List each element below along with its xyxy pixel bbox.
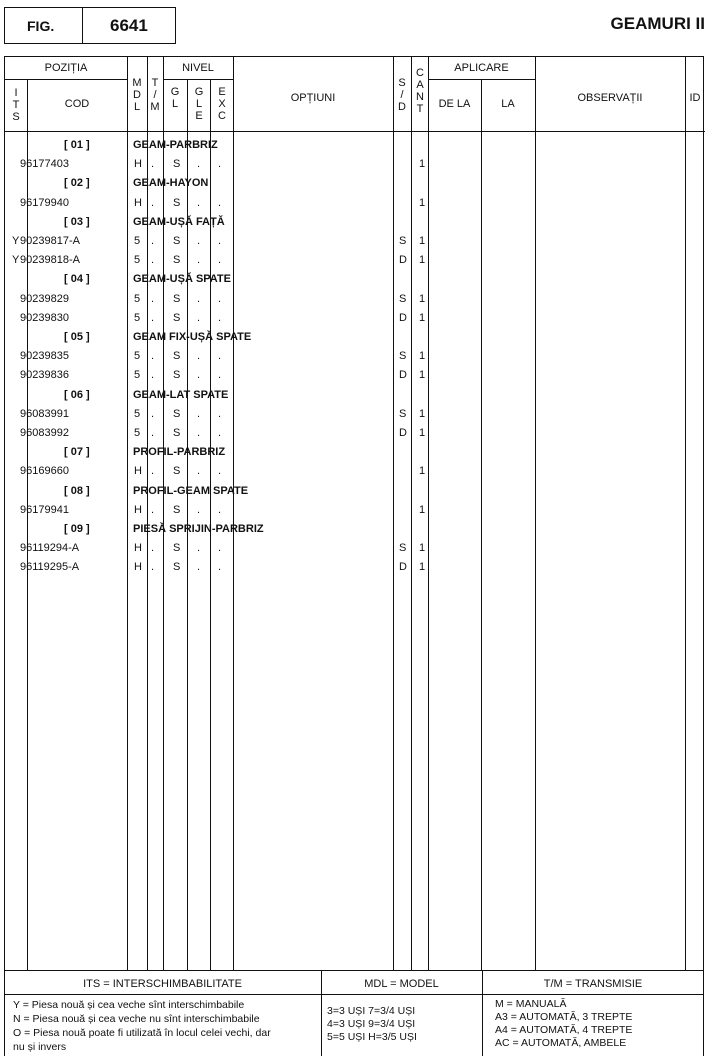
header-gl: G L [170, 86, 180, 110]
mdl-value: 5 [134, 292, 141, 305]
gl-value: S [173, 407, 181, 420]
tm-value: . [151, 196, 155, 209]
group-header-row [5, 328, 705, 347]
sd-value: D [399, 561, 407, 574]
table-row [5, 462, 705, 481]
sd-value: S [399, 292, 407, 305]
table-row [5, 539, 705, 558]
gle-value: . [197, 254, 201, 267]
tm-value: . [151, 503, 155, 516]
gle-value: . [197, 561, 201, 574]
exc-value: . [218, 254, 222, 267]
header-nivel: NIVEL [182, 62, 214, 74]
mdl-value: 5 [134, 369, 141, 382]
gl-value: S [173, 292, 181, 305]
header-tm: T / M [150, 77, 160, 113]
part-code: 96179940 [20, 196, 69, 209]
part-code: 96083992 [20, 427, 69, 439]
mdl-value: H [134, 196, 142, 209]
figure-label: FIG. [5, 8, 83, 43]
figure-number: 6641 [110, 15, 148, 35]
part-code: 90239829 [20, 292, 69, 305]
quantity-value: 1 [419, 542, 426, 555]
table-row [5, 251, 705, 270]
sd-value: D [399, 427, 407, 439]
gl-value: S [173, 561, 181, 574]
part-title: GEAM-PARBRIZ [133, 139, 218, 151]
sd-value: S [399, 350, 407, 363]
exc-value: . [218, 407, 222, 420]
part-title: PROFIL-GEAM SPATE [133, 484, 249, 497]
exc-value: . [218, 158, 222, 171]
tm-value: . [151, 311, 155, 324]
tm-value: . [151, 427, 155, 439]
part-code: 96177403 [20, 158, 69, 171]
group-header-row [5, 136, 705, 155]
part-code: 90239817-A [20, 235, 80, 247]
header-cod: COD [64, 98, 90, 110]
part-code: 96179941 [20, 503, 69, 516]
header-optiuni: OPȚIUNI [290, 92, 336, 104]
table-row [5, 366, 705, 385]
exc-value: . [218, 427, 222, 439]
part-code: 90239836 [20, 369, 69, 382]
quantity-value: 1 [419, 292, 426, 305]
group-header-row [5, 270, 705, 289]
gl-value: S [173, 235, 181, 247]
gle-value: . [197, 196, 201, 209]
exc-value: . [218, 235, 222, 247]
table-row [5, 558, 705, 577]
exc-value: . [218, 561, 222, 574]
header-its: I T S [12, 87, 20, 123]
position-number: [ 03 ] [64, 215, 90, 228]
header-gle: G L E [194, 86, 204, 122]
gle-value: . [197, 292, 201, 305]
exc-value: . [218, 311, 222, 324]
exc-value: . [218, 196, 222, 209]
quantity-value: 1 [419, 369, 426, 382]
mdl-value: H [134, 503, 142, 516]
gle-value: . [197, 407, 201, 420]
part-title: GEAM FIX-UȘĂ SPATE [133, 331, 252, 343]
mdl-value: H [134, 465, 142, 478]
header-aplicare: APLICARE [454, 62, 509, 74]
exc-value: . [218, 542, 222, 555]
group-header-row [5, 443, 705, 462]
quantity-value: 1 [419, 158, 426, 171]
mdl-value: H [134, 561, 142, 574]
gl-value: S [173, 254, 181, 267]
mdl-value: 5 [134, 311, 141, 324]
tm-value: . [151, 407, 155, 420]
page-title: GEAMURI II [610, 14, 705, 33]
legend-mdl-line: 4=3 UȘI 9=3/4 UȘI [327, 1018, 416, 1030]
part-title: PIESĂ SPRIJIN-PARBRIZ [133, 523, 264, 535]
legend-tm-line: M = MANUALĂ [495, 998, 567, 1010]
legend-tm-line: A3 = AUTOMATĂ, 3 TREPTE [495, 1011, 633, 1023]
table-row [5, 155, 705, 174]
gle-value: . [197, 542, 201, 555]
its-value: Y [12, 254, 20, 267]
gle-value: . [197, 503, 201, 516]
mdl-value: 5 [134, 407, 141, 420]
tm-value: . [151, 235, 155, 247]
gl-value: S [173, 427, 181, 439]
header-observatii: OBSERVAȚII [577, 92, 643, 104]
header-sd: S / D [398, 77, 406, 113]
mdl-value: 5 [134, 254, 141, 267]
legend-tm-line: AC = AUTOMATĂ, AMBELE [495, 1037, 627, 1049]
quantity-value: 1 [419, 254, 426, 267]
header-mdl: M D L [132, 77, 142, 113]
part-code: 96083991 [20, 407, 69, 420]
part-title: GEAM-UȘĂ FAȚĂ [133, 215, 225, 228]
table-row [5, 424, 705, 443]
quantity-value: 1 [419, 196, 426, 209]
gl-value: S [173, 503, 181, 516]
quantity-value: 1 [419, 350, 426, 363]
gl-value: S [173, 311, 181, 324]
gle-value: . [197, 158, 201, 171]
exc-value: . [218, 465, 222, 478]
quantity-value: 1 [419, 465, 426, 478]
gl-value: S [173, 196, 181, 209]
group-header-row [5, 174, 705, 193]
gl-value: S [173, 465, 181, 478]
table-row [5, 290, 705, 309]
part-code: 90239830 [20, 311, 69, 324]
position-number: [ 09 ] [64, 523, 90, 535]
tm-value: . [151, 542, 155, 555]
legend-tm-line: A4 = AUTOMATĂ, 4 TREPTE [495, 1024, 633, 1036]
mdl-value: 5 [134, 427, 141, 439]
tm-value: . [151, 158, 155, 171]
group-header-row [5, 520, 705, 539]
mdl-value: 5 [134, 235, 141, 247]
tm-value: . [151, 292, 155, 305]
parts-table [4, 56, 704, 1056]
quantity-value: 1 [419, 427, 426, 439]
part-code: 96119294-A [20, 542, 80, 555]
exc-value: . [218, 350, 222, 363]
tm-value: . [151, 465, 155, 478]
sd-value: S [399, 542, 407, 555]
mdl-value: H [134, 158, 142, 171]
gle-value: . [197, 311, 201, 324]
part-code: 90239818-A [20, 254, 80, 267]
gle-value: . [197, 350, 201, 363]
gle-value: . [197, 235, 201, 247]
table-row [5, 232, 705, 251]
exc-value: . [218, 369, 222, 382]
part-title: PROFIL-PARBRIZ [133, 446, 226, 459]
legend-mdl-title: MDL = MODEL [364, 978, 439, 990]
sd-value: S [399, 235, 407, 247]
position-number: [ 01 ] [64, 139, 90, 151]
gle-value: . [197, 427, 201, 439]
part-code: 96119295-A [20, 561, 80, 574]
legend-its-line: N = Piesa nouă și cea veche nu sînt interschimbabile [13, 1013, 260, 1025]
tm-value: . [151, 254, 155, 267]
table-row [5, 309, 705, 328]
group-header-row [5, 213, 705, 232]
gl-value: S [173, 542, 181, 555]
quantity-value: 1 [419, 503, 426, 516]
position-number: [ 06 ] [64, 388, 90, 401]
table-row [5, 347, 705, 366]
group-header-row [5, 482, 705, 501]
group-header-row [5, 386, 705, 405]
legend [4, 970, 704, 1056]
position-number: [ 04 ] [64, 273, 90, 286]
gle-value: . [197, 465, 201, 478]
part-code: 90239835 [20, 350, 69, 363]
sd-value: D [399, 254, 407, 267]
position-number: [ 02 ] [64, 177, 90, 190]
table-row [5, 501, 705, 520]
part-title: GEAM-UȘĂ SPATE [133, 273, 231, 286]
position-number: [ 08 ] [64, 484, 90, 497]
part-code: 96169660 [20, 465, 69, 478]
quantity-value: 1 [419, 311, 426, 324]
quantity-value: 1 [419, 561, 426, 574]
table-row [5, 405, 705, 424]
legend-its-title: ITS = INTERSCHIMBABILITATE [83, 978, 242, 990]
legend-mdl-line: 3=3 UȘI 7=3/4 UȘI [327, 1005, 416, 1017]
tm-value: . [151, 561, 155, 574]
gl-value: S [173, 350, 181, 363]
its-value: Y [12, 235, 20, 247]
mdl-value: H [134, 542, 142, 555]
figure-box [4, 7, 176, 44]
quantity-value: 1 [419, 407, 426, 420]
legend-mdl-line: 5=5 UȘI H=3/5 UȘI [327, 1031, 417, 1043]
mdl-value: 5 [134, 350, 141, 363]
table-row [5, 194, 705, 213]
legend-tm-title: T/M = TRANSMISIE [543, 978, 643, 990]
legend-its-line: Y = Piesa nouă și cea veche sînt interschimbabile [13, 999, 245, 1011]
part-title: GEAM-HAYON [133, 177, 209, 190]
header-cant: C A N T [416, 67, 424, 115]
position-number: [ 07 ] [64, 446, 90, 459]
sd-value: S [399, 407, 407, 420]
header-exc: E X C [218, 86, 226, 122]
header-pozitia: POZIȚIA [44, 62, 88, 74]
sd-value: D [399, 369, 407, 382]
tm-value: . [151, 369, 155, 382]
legend-its-line: O = Piesa nouă poate fi utilizată în locul celei vechi, dar [13, 1027, 271, 1039]
header-la: LA [501, 98, 515, 110]
legend-its-line: nu și invers [13, 1041, 67, 1053]
exc-value: . [218, 503, 222, 516]
gle-value: . [197, 369, 201, 382]
sd-value: D [399, 311, 407, 324]
gl-value: S [173, 158, 181, 171]
header-id: ID [689, 92, 701, 104]
gl-value: S [173, 369, 181, 382]
part-title: GEAM-LAT SPATE [133, 388, 229, 401]
position-number: [ 05 ] [64, 331, 90, 343]
tm-value: . [151, 350, 155, 363]
quantity-value: 1 [419, 235, 426, 247]
header-de-la: DE LA [438, 98, 471, 110]
exc-value: . [218, 292, 222, 305]
